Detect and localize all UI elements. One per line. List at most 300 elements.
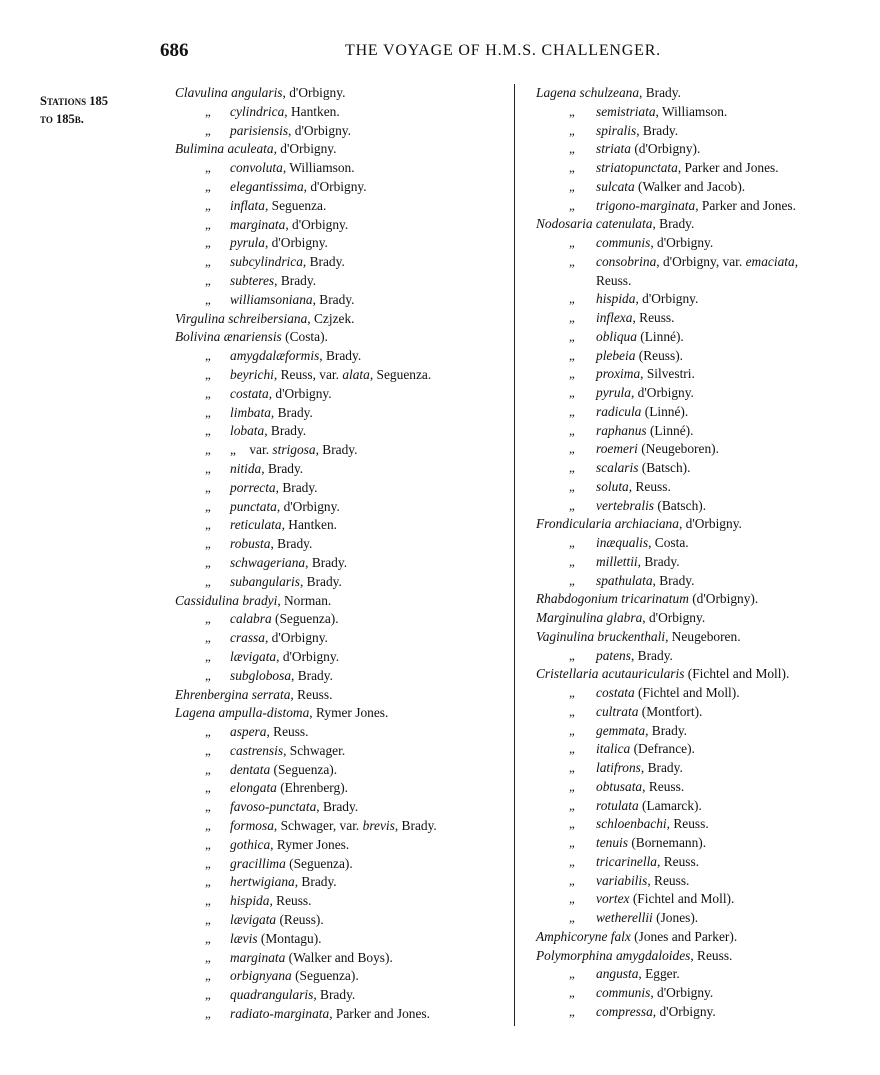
ditto-mark: „ xyxy=(569,197,575,213)
entry-text xyxy=(596,122,678,141)
author-name: , Brady. xyxy=(291,667,333,683)
species-entry xyxy=(536,478,861,497)
ditto-mark: „ xyxy=(205,460,211,476)
species-entry xyxy=(536,497,861,516)
species-name: costata xyxy=(596,685,635,700)
ditto-mark: „ xyxy=(205,235,211,251)
entry-text xyxy=(230,761,337,780)
entry-text xyxy=(596,178,745,197)
species-entry xyxy=(175,347,515,366)
entry-text xyxy=(596,853,699,872)
entry-text xyxy=(230,498,340,517)
species-entry xyxy=(536,159,861,178)
variety-label: var. xyxy=(249,442,273,458)
ditto-mark: „ xyxy=(205,291,211,307)
author-name: , d'Orbigny. xyxy=(268,385,332,401)
author-name: , Brady. xyxy=(639,85,681,100)
entry-text xyxy=(536,609,705,628)
author-name: , Norman. xyxy=(277,592,332,608)
ditto-mark: „ xyxy=(205,160,211,176)
author-name: , Reuss. xyxy=(690,947,733,963)
ditto-mark: „ xyxy=(205,724,211,740)
ditto-mark: „ xyxy=(569,253,575,269)
species-name: porrecta xyxy=(230,479,276,495)
author-name: , Brady. xyxy=(394,818,437,834)
ditto-mark: „ xyxy=(569,403,575,419)
species-name: inflexa xyxy=(596,310,633,325)
entry-text xyxy=(230,216,348,235)
entry-text xyxy=(230,911,324,930)
ditto-mark: „ xyxy=(205,103,211,119)
author-name: (Reuss). xyxy=(635,347,684,363)
author-name: (Seguenza). xyxy=(291,968,359,984)
species-name: striata xyxy=(596,141,631,157)
author-name: , Czjzek. xyxy=(307,310,355,326)
ditto-mark: „ xyxy=(205,573,211,589)
species-name: consobrina xyxy=(596,253,657,269)
entry-text xyxy=(536,590,758,609)
taxon-name: Polymorphina amygdaloides xyxy=(536,947,691,963)
species-entry xyxy=(536,647,861,666)
species-entry xyxy=(536,122,861,141)
author-name: , xyxy=(794,253,799,269)
entry-text xyxy=(230,779,348,798)
species-entry xyxy=(175,892,515,911)
species-name: aspera xyxy=(230,724,267,740)
entry-text xyxy=(596,778,684,797)
author-name: , d'Orbigny. xyxy=(282,85,346,100)
entry-text xyxy=(230,723,309,742)
entry-text xyxy=(175,84,345,103)
ditto-mark: „ xyxy=(569,478,575,494)
species-name: gothica xyxy=(230,836,271,852)
species-entry-continuation xyxy=(536,272,861,291)
species-name: elegantissima xyxy=(230,178,304,194)
species-name: gracillima xyxy=(230,855,286,871)
entry-text xyxy=(230,103,340,122)
author-name: , Schwager, var. xyxy=(273,818,363,834)
author-name: , Neugeboren. xyxy=(665,628,741,644)
entry-text xyxy=(596,572,694,591)
ditto-mark: „ xyxy=(205,254,211,270)
entry-text xyxy=(230,573,342,592)
species-name: subglobosa xyxy=(230,667,292,683)
ditto-mark: „ xyxy=(205,536,211,552)
ditto-mark: „ xyxy=(205,761,211,777)
author-name: , d'Orbigny. xyxy=(276,498,340,514)
entry-text xyxy=(230,197,326,216)
ditto-mark: „ xyxy=(569,122,575,138)
entry-text xyxy=(596,834,706,853)
species-name: marginata xyxy=(230,216,286,232)
taxon-name: Cassidulina bradyi xyxy=(175,592,278,608)
taxon-name: Bulimina aculeata xyxy=(175,141,274,157)
species-name: gemmata xyxy=(596,722,646,738)
species-name: beyrichi xyxy=(230,366,274,382)
species-name: favoso-punctata xyxy=(230,799,317,815)
ditto-mark: „ xyxy=(205,442,211,458)
species-entry xyxy=(175,592,515,611)
species-entry xyxy=(175,610,515,629)
author-name: , Brady. xyxy=(319,348,362,364)
species-entry xyxy=(536,797,861,816)
entry-text xyxy=(230,1005,430,1024)
entry-text xyxy=(596,309,675,328)
entry-text xyxy=(596,478,671,497)
entry-text xyxy=(230,253,345,272)
species-name: limbata xyxy=(230,404,271,420)
species-entry xyxy=(175,798,515,817)
species-name: scalaris xyxy=(596,460,639,475)
ditto-mark: „ xyxy=(569,816,575,832)
taxon-name: Frondicularia archiaciana xyxy=(536,516,679,532)
author-name: (Fichtel and Moll). xyxy=(684,666,790,682)
ditto-mark: „ xyxy=(569,853,575,869)
species-name: formosa xyxy=(230,818,274,834)
species-name: elongata xyxy=(230,780,277,796)
species-entry xyxy=(536,778,861,797)
entry-text xyxy=(230,610,339,629)
entry-text xyxy=(230,347,361,366)
ditto-mark: „ xyxy=(569,966,575,982)
species-entry xyxy=(175,873,515,892)
species-entry xyxy=(175,84,515,103)
ditto-mark: „ xyxy=(205,893,211,909)
page-header xyxy=(0,40,880,64)
author-name: (Walker and Boys). xyxy=(285,949,393,965)
author-name: , d'Orbigny. xyxy=(264,235,328,251)
species-name: plebeia xyxy=(596,347,636,363)
species-name: crassa xyxy=(230,630,265,646)
taxon-name: Lagena schulzeana xyxy=(536,85,640,100)
species-name: communis xyxy=(596,985,651,1000)
entry-text xyxy=(230,422,306,441)
species-entry xyxy=(175,742,515,761)
species-name: hispida xyxy=(596,291,636,307)
author-name: (Jones). xyxy=(652,910,699,925)
species-name: nitida xyxy=(230,460,262,476)
species-entry xyxy=(175,140,515,159)
author-name: (Ehrenberg). xyxy=(276,780,349,796)
entry-text xyxy=(596,234,713,253)
variety-name: emaciata xyxy=(745,253,795,269)
species-name: lobata xyxy=(230,423,265,439)
entry-text xyxy=(596,365,695,384)
ditto-mark: „ xyxy=(205,987,211,1003)
species-name: inæqualis xyxy=(596,535,649,550)
author-name: , d'Orbigny. xyxy=(650,235,714,250)
species-name: soluta xyxy=(596,478,629,494)
entry-text xyxy=(175,140,336,159)
taxon-name: Amphicoryne falx xyxy=(536,928,631,944)
species-entry xyxy=(175,1005,515,1024)
entry-text xyxy=(230,986,355,1005)
ditto-mark: „ xyxy=(205,648,211,664)
ditto-mark: „ xyxy=(205,385,211,401)
species-entry xyxy=(536,197,861,216)
entry-text xyxy=(596,965,680,984)
species-entry xyxy=(536,234,861,253)
taxon-name: Rhabdogonium tricarinatum xyxy=(536,591,689,607)
entry-text xyxy=(596,872,689,891)
entry-text xyxy=(596,290,698,309)
author-name: , Reuss. xyxy=(632,310,675,325)
taxon-name: Bolivina ænariensis xyxy=(175,329,282,345)
species-name: radicula xyxy=(596,403,642,419)
author-name: , Brady. xyxy=(637,553,680,569)
species-name: obliqua xyxy=(596,328,637,344)
taxon-name: Virgulina schreibersiana xyxy=(175,310,308,326)
author-name: (d'Orbigny). xyxy=(630,141,701,157)
entry-text xyxy=(175,704,388,723)
species-entry xyxy=(175,234,515,253)
author-name: , Parker and Jones. xyxy=(677,160,779,175)
species-name: tricarinella xyxy=(596,853,657,869)
species-entry xyxy=(175,573,515,592)
entry-text xyxy=(596,740,695,759)
entry-text xyxy=(230,742,345,761)
entry-text xyxy=(175,592,331,611)
species-entry xyxy=(536,572,861,591)
species-entry xyxy=(175,310,515,329)
author-name: , d'Orbigny, var. xyxy=(656,253,746,269)
species-entry xyxy=(536,459,861,478)
entry-text xyxy=(230,122,351,141)
ditto-mark: „ xyxy=(569,760,575,775)
ditto-mark: „ xyxy=(569,872,575,888)
species-entry xyxy=(536,590,861,609)
entry-text xyxy=(230,836,349,855)
entry-text xyxy=(230,554,347,573)
species-entry xyxy=(175,911,515,930)
species-entry xyxy=(536,534,861,553)
species-name: hertwigiana xyxy=(230,874,295,890)
species-entry xyxy=(175,967,515,986)
ditto-mark: „ xyxy=(205,423,211,439)
entry-text xyxy=(596,384,694,403)
species-entry xyxy=(536,140,861,159)
author-name: , d'Orbigny. xyxy=(273,141,337,157)
ditto-mark: „ xyxy=(569,103,575,119)
species-name: dentata xyxy=(230,761,271,777)
margin-note-line: to 185b. xyxy=(40,112,84,126)
author-name: , d'Orbigny. xyxy=(652,1003,716,1019)
ditto-mark: „ xyxy=(205,1006,211,1022)
author-name: , Seguenza. xyxy=(264,197,327,213)
species-name: subangularis xyxy=(230,573,300,589)
species-entry xyxy=(175,216,515,235)
species-entry xyxy=(536,103,861,122)
species-entry xyxy=(536,290,861,309)
author-name: (Costa). xyxy=(281,329,328,345)
species-entry xyxy=(536,553,861,572)
entry-text xyxy=(175,686,332,705)
ditto-mark: „ xyxy=(569,910,575,925)
species-entry xyxy=(175,272,515,291)
species-entry xyxy=(175,761,515,780)
taxon-name: Ehrenbergina serrata xyxy=(175,686,291,702)
author-name: , Brady. xyxy=(652,216,695,232)
species-entry xyxy=(175,704,515,723)
author-name: , d'Orbigny. xyxy=(630,385,694,400)
author-name: , d'Orbigny. xyxy=(285,216,349,232)
author-name: , Brady. xyxy=(275,479,318,495)
author-name: , d'Orbigny. xyxy=(678,516,742,532)
author-name: (Seguenza). xyxy=(271,611,339,627)
taxon-name: Marginulina glabra xyxy=(536,610,643,625)
author-name: , Brady. xyxy=(312,291,355,307)
entry-text xyxy=(230,291,355,310)
author-name: , Rymer Jones. xyxy=(270,836,350,852)
species-name: lævigata xyxy=(230,912,277,928)
ditto-mark: „ xyxy=(569,1003,575,1019)
entry-text xyxy=(536,628,741,647)
author-name: , Reuss. xyxy=(269,893,312,909)
entry-text xyxy=(230,629,328,648)
ditto-mark: „ xyxy=(569,535,575,550)
species-name: subcylindrica xyxy=(230,254,303,270)
ditto-mark: „ xyxy=(205,216,211,232)
author-name: , Brady. xyxy=(270,536,313,552)
variety-name: alata xyxy=(342,366,370,382)
entry-text xyxy=(596,984,713,1003)
author-name: (d'Orbigny). xyxy=(688,591,759,607)
author-name: , Brady. xyxy=(274,272,317,288)
ditto-mark: „ xyxy=(569,441,575,457)
entry-text xyxy=(230,366,431,385)
ditto-mark: „ xyxy=(569,703,575,719)
species-name: reticulata xyxy=(230,517,282,533)
species-name: orbignyana xyxy=(230,968,292,984)
species-entry xyxy=(175,385,515,404)
species-name: tenuis xyxy=(596,835,628,850)
entry-text xyxy=(596,403,688,422)
author-name: , d'Orbigny. xyxy=(642,610,706,625)
species-name: radiato-marginata xyxy=(230,1006,330,1022)
taxon-name: Cristellaria acutauricularis xyxy=(536,666,685,682)
species-entry xyxy=(536,947,861,966)
species-entry xyxy=(175,629,515,648)
species-name: castrensis xyxy=(230,742,284,758)
author-name: (Neugeboren). xyxy=(637,441,719,457)
entry-text xyxy=(596,103,727,122)
ditto-mark: „ xyxy=(205,611,211,627)
running-title: THE VOYAGE OF H.M.S. CHALLENGER. xyxy=(345,42,661,59)
author-name: , Brady. xyxy=(636,122,679,138)
margin-note-line: Stations 185 xyxy=(40,94,109,108)
ditto-mark: „ xyxy=(205,818,211,834)
author-name: , Seguenza. xyxy=(369,366,432,382)
species-entry xyxy=(536,684,861,703)
species-entry xyxy=(536,703,861,722)
left-species-column xyxy=(175,84,515,1024)
species-entry xyxy=(175,253,515,272)
taxon-name: Lagena ampulla-distoma xyxy=(175,705,310,721)
species-entry xyxy=(536,365,861,384)
species-entry xyxy=(175,498,515,517)
author-name: , Brady. xyxy=(264,423,307,439)
author-name: , Reuss. xyxy=(642,778,685,794)
author-name: , Brady. xyxy=(302,254,345,270)
species-entry xyxy=(175,291,515,310)
entry-text xyxy=(596,684,740,703)
entry-text xyxy=(230,967,359,986)
entry-text xyxy=(536,928,737,947)
variety-name: strigosa xyxy=(272,442,316,458)
ditto-mark: „ xyxy=(205,178,211,194)
ditto-mark: „ xyxy=(205,968,211,984)
species-name: rotulata xyxy=(596,797,639,813)
ditto-mark: „ xyxy=(205,272,211,288)
author-name: , d'Orbigny. xyxy=(288,122,351,138)
ditto-mark: „ xyxy=(205,479,211,495)
species-entry xyxy=(175,986,515,1005)
author-name: , Schwager. xyxy=(283,742,346,758)
entry-text xyxy=(596,703,702,722)
species-entry xyxy=(175,103,515,122)
species-name: spathulata xyxy=(596,572,653,588)
ditto-mark: „ xyxy=(569,422,575,438)
ditto-mark: „ xyxy=(569,741,575,757)
ditto-mark: „ xyxy=(205,366,211,382)
entry-text xyxy=(230,873,337,892)
entry-text xyxy=(596,909,698,928)
ditto-mark: „ xyxy=(205,912,211,928)
species-entry xyxy=(536,1003,861,1022)
species-name: pyrula xyxy=(230,235,265,251)
author-name: , Brady. xyxy=(315,442,358,458)
ditto-mark: „ xyxy=(205,836,211,852)
ditto-mark: „ xyxy=(205,667,211,683)
species-entry xyxy=(175,554,515,573)
species-name: cultrata xyxy=(596,703,639,719)
entry-text xyxy=(230,404,313,423)
ditto-mark: „ xyxy=(569,160,575,175)
author-name: , d'Orbigny. xyxy=(650,985,714,1000)
ditto-mark: „ xyxy=(569,553,575,569)
author-name: , d'Orbigny. xyxy=(635,291,699,307)
ditto-mark: „ xyxy=(205,122,211,138)
author-name: , Reuss. xyxy=(666,816,709,832)
entry-text xyxy=(536,215,694,234)
ditto-mark: „ xyxy=(205,874,211,890)
taxon-name: Clavulina angularis xyxy=(175,85,283,100)
ditto-mark: „ xyxy=(569,178,575,194)
species-entry xyxy=(175,855,515,874)
species-entry xyxy=(175,366,515,385)
species-entry xyxy=(175,404,515,423)
entry-text xyxy=(596,440,719,459)
author-name: , Costa. xyxy=(648,535,689,550)
species-name: sulcata xyxy=(596,178,635,194)
entry-text xyxy=(596,422,693,441)
species-name: cylindrica xyxy=(230,103,285,119)
author-name: , Parker and Jones. xyxy=(329,1006,430,1022)
ditto-mark: „ xyxy=(569,460,575,475)
ditto-mark: „ xyxy=(205,554,211,570)
species-name: obtusata xyxy=(596,778,643,794)
author-name: , Hantken. xyxy=(281,517,337,533)
entry-text xyxy=(596,253,798,272)
author-name: , Reuss. xyxy=(647,872,690,888)
entry-text xyxy=(536,947,732,966)
species-name: marginata xyxy=(230,949,286,965)
species-name: inflata xyxy=(230,197,265,213)
variety-name: brevis xyxy=(362,818,395,834)
species-name: wetherellii xyxy=(596,910,653,925)
entry-text xyxy=(230,949,393,968)
author-name: , Hantken. xyxy=(284,103,340,119)
